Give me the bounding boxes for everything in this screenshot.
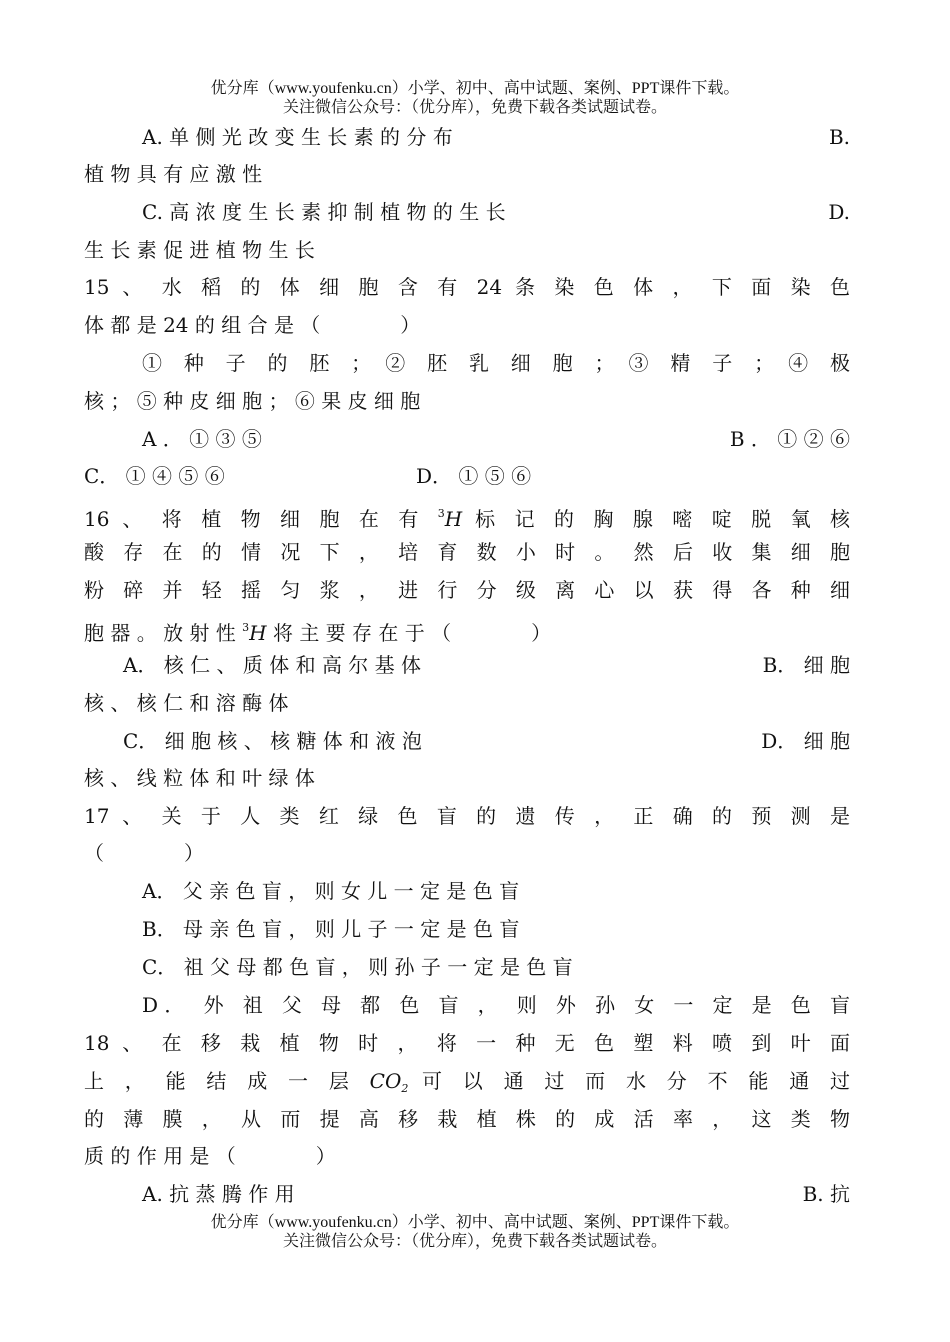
q15-options-ab [142,420,850,458]
q16-stem-line-3: 粉 碎 并 轻 摇 匀 浆 ， 进 行 分 级 离 心 以 获 得 各 种 细 [84,578,850,602]
q16-option-d-text: 核 、 线 粒 体 和 叶 绿 体 [84,766,315,790]
co2-formula [370,1069,409,1093]
q16-l4-pre: 胞 器 。 放 射 性 [84,621,236,645]
q17-stem-line-1: 17 、 关 于 人 类 红 绿 色 盲 的 遗 传 ， 正 确 的 预 测 是 [84,804,850,828]
q18-l2-post: 可 以 通 过 而 水 分 不 能 通 过 [421,1069,851,1093]
isotope-mass-2: 3 [242,621,250,634]
isotope-symbol: H [444,507,463,531]
q17-option-d: D． 外 祖 父 母 都 色 盲 ， 则 外 孙 女 一 定 是 色 盲 [142,993,850,1017]
q16-option-b-label: B． 细 胞 [762,653,850,677]
q16-option-ab-row [123,646,850,684]
q16-stem-line-4 [84,609,850,647]
header-line-1: 优分库（www.youfenku.cn）小学、初中、高中试题、案例、PPT课件下载。 [210,80,740,97]
q17-option-b: B． 母 亲 色 盲 ， 则 儿 子 一 定 是 色 盲 [142,917,520,941]
q15-options-cd [84,457,850,495]
q14-option-b-text: 植 物 具 有 应 激 性 [84,162,263,186]
isotope-3h-2 [242,621,266,645]
q16-stem-line-2: 酸 存 在 的 情 况 下 ， 培 育 数 小 时 。 然 后 收 集 细 胞 [84,540,850,564]
q15-stem-line-1: 15 、 水 稻 的 体 细 胞 含 有 24 条 染 色 体 ， 下 面 染 色 [84,275,850,299]
q15-stem-line-2: 体 都 是 24 的 组 合 是 （ ） [84,313,421,337]
q14-option-d-text: 生 长 素 促 进 植 物 生 长 [84,238,315,262]
q14-option-c: C. 高 浓 度 生 长 素 抑 制 植 物 的 生 长 [142,200,506,224]
q18-stem-line-3: 的 薄 膜 ， 从 而 提 高 移 栽 植 株 的 成 活 率 ， 这 类 物 [84,1107,850,1131]
q17-option-c: C． 祖 父 母 都 色 盲 ， 则 孙 子 一 定 是 色 盲 [142,955,573,979]
q15-option-c: C． ① ④ ⑤ ⑥ [84,464,225,488]
q15-items-line-2: 核 ； ⑤ 种 皮 细 胞 ； ⑥ 果 皮 细 胞 [84,389,421,413]
q16-option-cd-row [123,722,850,760]
header-line-2: 关注微信公众号：（优分库），免费下载各类试题试卷。 [282,99,667,116]
q14-option-c-row [142,193,850,231]
footer-line-2: 关注微信公众号：（优分库），免费下载各类试题试卷。 [282,1233,667,1250]
isotope-3h [438,507,462,531]
co2-sub: 2 [401,1082,409,1095]
q14-option-d-label: D. [828,200,850,224]
q18-option-ab-row [142,1175,850,1213]
q16-stem-line-1 [84,495,850,533]
q15-option-a: A ． ① ③ ⑤ [142,427,262,451]
q17-stem-line-2: （ ） [84,841,204,865]
q18-l2-pre: 上 ， 能 结 成 一 层 [84,1069,357,1093]
q14-option-a: A. 单 侧 光 改 变 生 长 素 的 分 布 [142,125,453,149]
q14-option-b-label: B. [828,125,850,149]
co2-main: CO [369,1069,402,1093]
q17-option-a: A． 父 亲 色 盲 ， 则 女 儿 一 定 是 色 盲 [142,879,520,903]
q15-option-b: B ． ① ② ⑥ [729,427,850,451]
q16-option-d-label: D． 细 胞 [761,729,850,753]
isotope-mass: 3 [437,507,445,520]
q16-l1-post: 标 记 的 胸 腺 嘧 啶 脱 氧 核 [475,507,851,531]
q18-stem-line-4: 质 的 作 用 是 （ ） [84,1144,336,1168]
q16-l4-post: 将 主 要 存 在 于 （ ） [272,621,552,645]
q18-option-a: A. 抗 蒸 腾 作 用 [142,1182,295,1206]
q16-option-a: A． 核 仁 、 质 体 和 高 尔 基 体 [123,653,422,677]
q18-stem-line-1: 18 、 在 移 栽 植 物 时 ， 将 一 种 无 色 塑 料 喷 到 叶 面 [84,1031,850,1055]
q16-option-c: C． 细 胞 核 、 核 糖 体 和 液 泡 [123,729,422,753]
q15-option-d: D． ① ⑤ ⑥ [416,464,532,488]
q18-stem-line-2 [84,1062,850,1100]
q18-option-b-partial: B. 抗 [802,1182,850,1206]
q15-items-line-1: ① 种 子 的 胚 ； ② 胚 乳 细 胞 ； ③ 精 子 ； ④ 极 [142,351,850,375]
footer-line-1: 优分库（www.youfenku.cn）小学、初中、高中试题、案例、PPT课件下载。 [210,1214,740,1231]
isotope-symbol-2: H [249,621,267,645]
q16-l1-pre: 16 、 将 植 物 细 胞 在 有 [84,507,425,531]
q14-option-a-row [142,118,850,156]
q16-option-b-text: 核 、 核 仁 和 溶 酶 体 [84,691,289,715]
